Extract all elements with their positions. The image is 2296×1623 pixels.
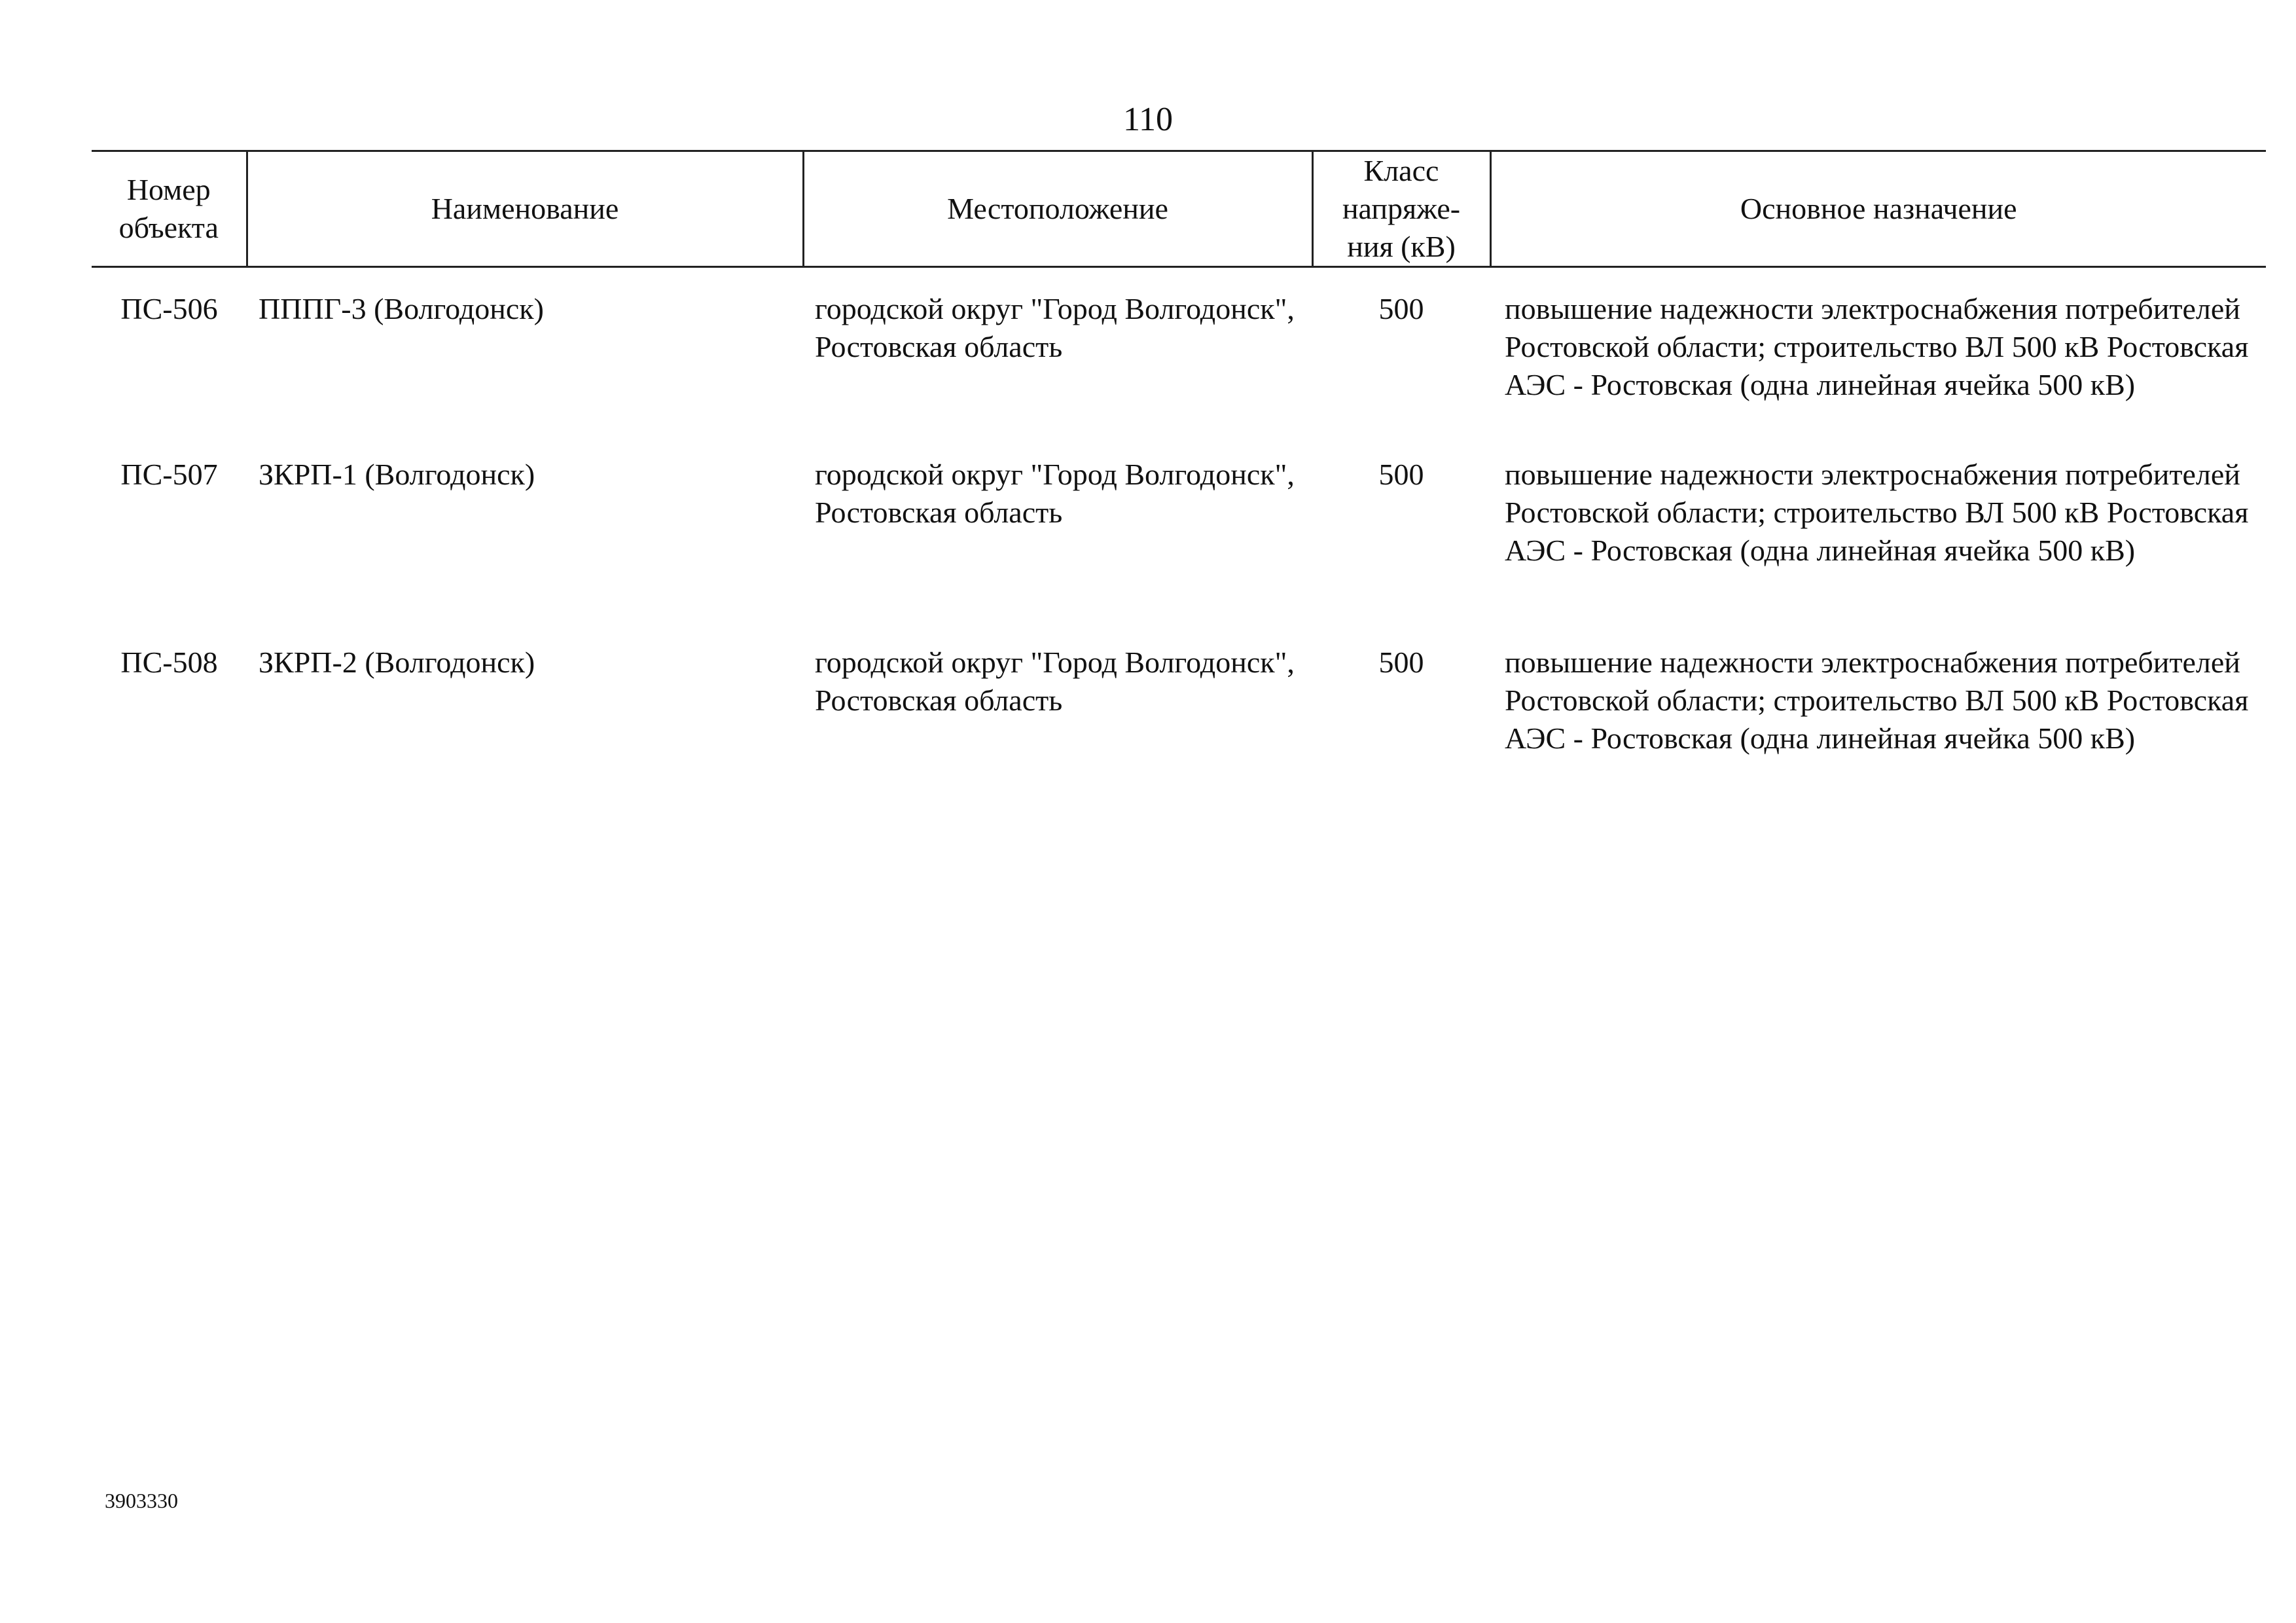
- header-voltage-class: Класс напряже-ния (кВ): [1312, 151, 1490, 267]
- cell-purpose: повышение надежности электроснабжения потребителей Ростовской области; строительство ВЛ 500 кВ Ростовская АЭС - Ростовская (одна линейная ячейка 500 кВ): [1505, 646, 2249, 755]
- header-purpose: Основное назначение: [1490, 151, 2266, 267]
- cell-location: городской округ "Город Волгодонск", Ростовская область: [815, 292, 1295, 363]
- header-location: Местоположение: [803, 151, 1312, 267]
- header-name: Наименование: [247, 151, 803, 267]
- cell-purpose: повышение надежности электроснабжения потребителей Ростовской области; строительство ВЛ 500 кВ Ростовская АЭС - Ростовская (одна линейная ячейка 500 кВ): [1505, 292, 2249, 401]
- page-number: 110: [1122, 101, 1174, 138]
- table-header: [92, 151, 2266, 267]
- cell-location: городской округ "Город Волгодонск", Ростовская область: [815, 458, 1295, 529]
- cell-object-number: ПС-508: [120, 646, 218, 679]
- cell-voltage: 500: [1378, 458, 1424, 491]
- table-row: [92, 456, 2266, 644]
- table-body: [92, 267, 2266, 832]
- objects-table: [92, 150, 2266, 831]
- table-row: [92, 267, 2266, 456]
- document-code: 3903330: [105, 1489, 178, 1512]
- cell-name: ЗКРП-1 (Волгодонск): [259, 458, 535, 491]
- cell-location: городской округ "Город Волгодонск", Ростовская область: [815, 646, 1295, 717]
- table-row: [92, 644, 2266, 831]
- header-row: [92, 151, 2266, 267]
- cell-name: ЗКРП-2 (Волгодонск): [259, 646, 535, 679]
- cell-object-number: ПС-507: [120, 458, 218, 491]
- header-object-number: Номер объекта: [92, 151, 247, 267]
- cell-object-number: ПС-506: [120, 292, 218, 325]
- cell-name: ПППГ-3 (Волгодонск): [259, 292, 544, 325]
- cell-voltage: 500: [1378, 292, 1424, 325]
- cell-purpose: повышение надежности электроснабжения потребителей Ростовской области; строительство ВЛ 500 кВ Ростовская АЭС - Ростовская (одна линейная ячейка 500 кВ): [1505, 458, 2249, 567]
- cell-voltage: 500: [1378, 646, 1424, 679]
